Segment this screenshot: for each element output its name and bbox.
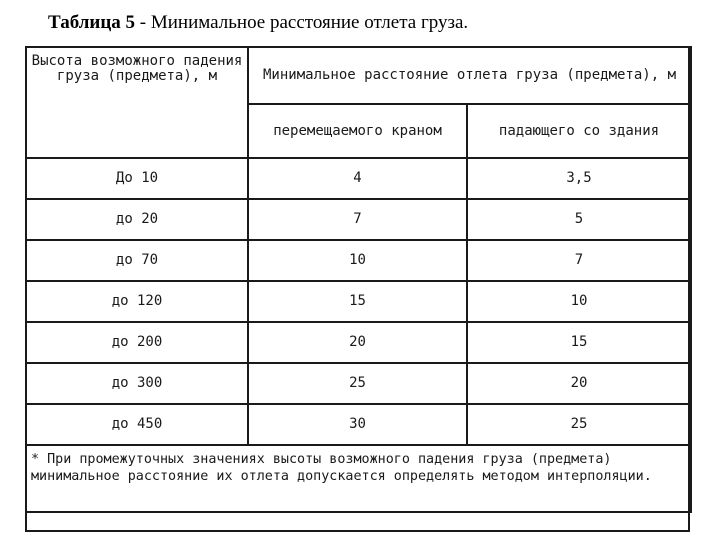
crane-distance-cell: 15 <box>248 281 467 322</box>
page-title <box>48 12 468 34</box>
crane-distance-cell: 30 <box>248 404 467 445</box>
table-number-label: Таблица 5 <box>48 12 136 33</box>
min-distance-header: Минимальное расстояние отлета груза (предмета), м <box>248 47 691 104</box>
fall-height-header: Высота возможного падения груза (предмета), м <box>26 47 248 158</box>
footnote: * При промежуточных значениях высоты возможного падения груза (предмета) минимальное расстояние их отлета допускается определять методом интерполяции. <box>26 445 691 512</box>
building-distance-cell: 5 <box>467 199 691 240</box>
crane-distance-cell: 10 <box>248 240 467 281</box>
height-cell: до 70 <box>26 240 248 281</box>
building-distance-cell: 20 <box>467 363 691 404</box>
building-distance-cell: 10 <box>467 281 691 322</box>
height-cell: до 450 <box>26 404 248 445</box>
building-distance-cell: 15 <box>467 322 691 363</box>
table-outer-border <box>25 46 690 532</box>
crane-moved-header: перемещаемого краном <box>248 104 467 158</box>
height-cell: до 20 <box>26 199 248 240</box>
height-cell: до 300 <box>26 363 248 404</box>
building-distance-cell: 7 <box>467 240 691 281</box>
height-cell: до 120 <box>26 281 248 322</box>
crane-distance-cell: 20 <box>248 322 467 363</box>
crane-distance-cell: 25 <box>248 363 467 404</box>
table-caption: - Минимальное расстояние отлета груза. <box>135 12 469 33</box>
height-cell: До 10 <box>26 158 248 199</box>
building-distance-cell: 3,5 <box>467 158 691 199</box>
height-cell: до 200 <box>26 322 248 363</box>
falling-from-building-header: падающего со здания <box>467 104 691 158</box>
crane-distance-cell: 4 <box>248 158 467 199</box>
building-distance-cell: 25 <box>467 404 691 445</box>
crane-distance-cell: 7 <box>248 199 467 240</box>
